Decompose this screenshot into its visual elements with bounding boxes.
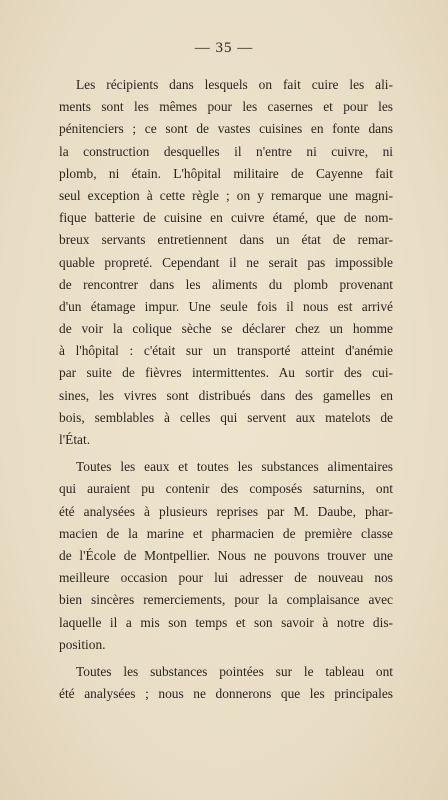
- text-line: à l'hôpital : c'était sur un transporté atteint d'anémie: [59, 343, 393, 359]
- text-line: de l'École de Montpellier. Nous ne pouvons trouver une: [59, 547, 393, 563]
- text-line: été analysées à plusieurs reprises par M. Daube, phar-: [59, 503, 393, 519]
- text-line: été analysées ; nous ne donnerons que les principales: [59, 686, 393, 702]
- text-line: fique batterie de cuisine en cuivre étamé, que de nom-: [59, 210, 393, 226]
- text-line: bien sincères remerciements, pour la complaisance avec: [59, 592, 393, 608]
- text-line: qui auraient pu contenir des composés saturnins, ont: [59, 481, 393, 497]
- page-body: [59, 74, 393, 710]
- text-line: meilleure occasion pour lui adresser de nouveau nos: [59, 570, 393, 586]
- paragraph-2: [59, 456, 393, 656]
- text-line: plomb, ni étain. L'hôpital militaire de Cayenne fait: [59, 165, 393, 181]
- text-line: de rencontrer dans les aliments du plomb provenant: [59, 276, 393, 292]
- text-line: seul exception à cette règle ; on y remarque une magni-: [59, 187, 393, 203]
- text-line: ments sont les mêmes pour les casernes et pour les: [59, 99, 393, 115]
- paragraph-3: [59, 661, 393, 705]
- text-line: de voir la colique sèche se déclarer chez un homme: [59, 321, 393, 337]
- text-line: macien de la marine et pharmacien de première classe: [59, 525, 393, 541]
- text-line: la construction desquelles il n'entre ni cuivre, ni: [59, 143, 393, 159]
- text-line: par suite de fièvres intermittentes. Au sortir des cui-: [59, 365, 393, 381]
- text-line: bois, semblables à celles qui servent aux matelots de: [59, 409, 393, 425]
- page-number: — 35 —: [194, 40, 254, 56]
- text-line: l'État.: [59, 432, 91, 447]
- text-line: laquelle il a mis son temps et son savoir à notre dis-: [59, 614, 393, 630]
- text-line: sines, les vivres sont distribués dans des gamelles en: [59, 387, 393, 403]
- text-line: position.: [59, 636, 106, 652]
- text-line: d'un étamage impur. Une seule fois il nous est arrivé: [59, 298, 393, 314]
- text-line: quable propreté. Cependant il ne serait pas impossible: [59, 254, 393, 270]
- text-line: Les récipients dans lesquels on fait cuire les ali-: [76, 77, 393, 92]
- paragraph-1: [59, 74, 393, 451]
- text-line: Toutes les substances pointées sur le tableau ont: [76, 663, 393, 679]
- text-line: breux servants entretiennent dans un état de remar-: [59, 232, 393, 248]
- text-line: pénitenciers ; ce sont de vastes cuisines en fonte dans: [59, 121, 393, 137]
- text-line: Toutes les eaux et toutes les substances alimentaires: [76, 459, 393, 475]
